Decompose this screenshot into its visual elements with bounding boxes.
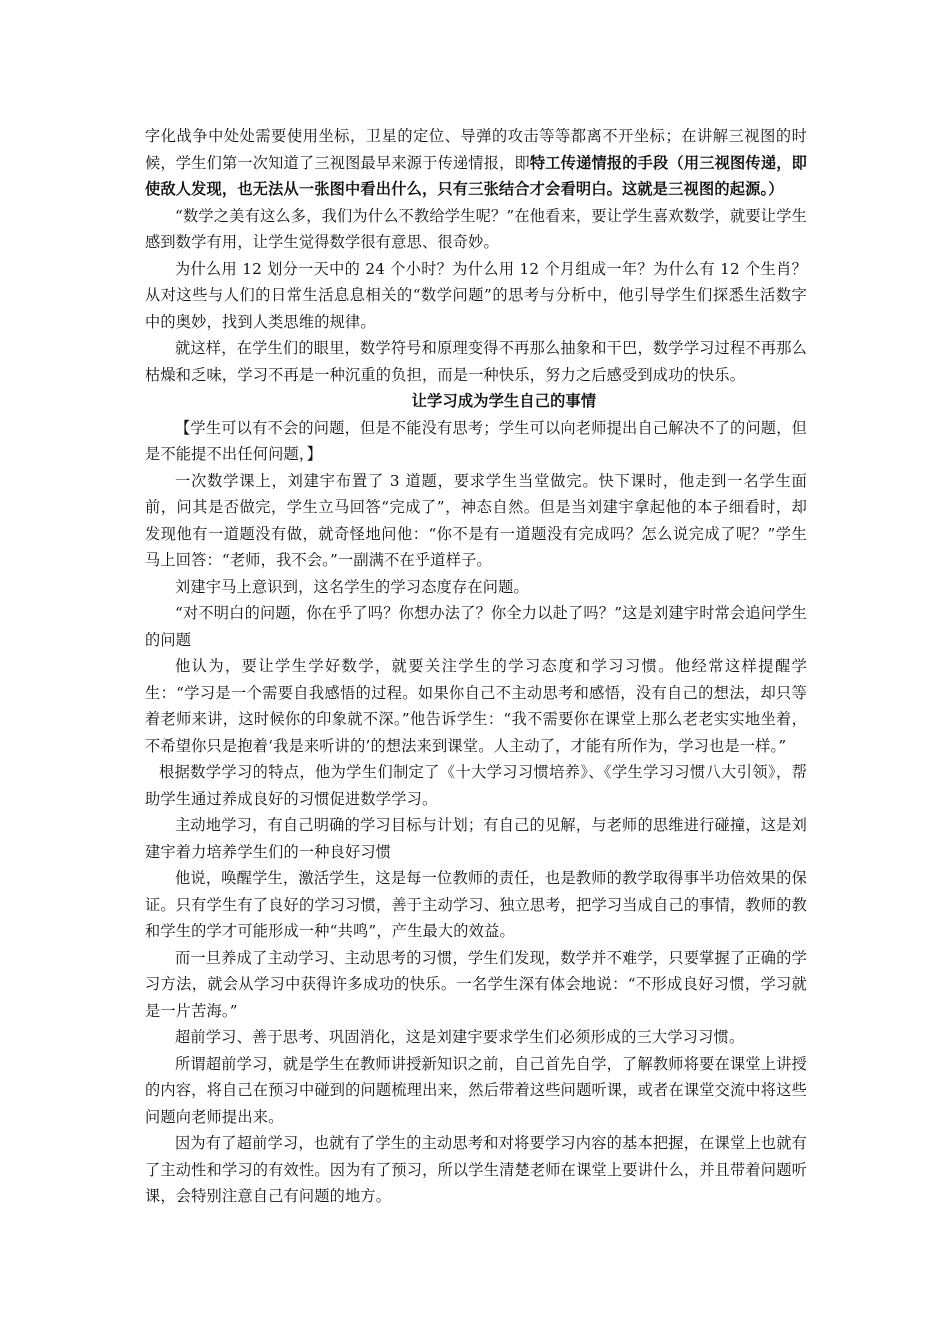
paragraph-1-bold-text: 特工传递情报的手段（用三视图传递，即使敌人发现，也无法从一张图中看出什么，只有三张结合才会看明白。这就是三视图的起源。） <box>145 153 807 198</box>
paragraph-4: 就这样，在学生们的眼里，数学符号和原理变得不再那么抽象和干巴，数学学习过程不再那么枯燥和乏味，学习不再是一种沉重的负担，而是一种快乐，努力之后感受到成功的快乐。 <box>145 339 807 384</box>
document-body <box>145 123 807 1210</box>
paragraph-5: 【学生可以有不会的问题，但是不能没有思考；学生可以向老师提出自己解决不了的问题，但是不能提不出任何问题，】 <box>145 418 807 463</box>
paragraph-3: 为什么用 12 划分一天中的 24 个小时？为什么用 12 个月组成一年？为什么有 12 个生肖？从对这些与人们的日常生活息息相关的“数学问题”的思考与分析中，他引导学生们探悉生活数字中的奥妙，找到人类思维的规律。 <box>145 259 807 331</box>
paragraph-12: 他说，唤醒学生，激活学生，这是每一位教师的责任，也是教师的教学取得事半功倍效果的保证。只有学生有了良好的学习习惯，善于主动学习、独立思考，把学习当成自己的事情，教师的教和学生的学才可能形成一种“共鸣”，产生最大的效益。 <box>145 869 807 940</box>
paragraph-15: 所谓超前学习，就是学生在教师讲授新知识之前，自己首先自学，了解教师将要在课堂上讲授的内容，将自己在预习中碰到的问题梳理出来，然后带着这些问题听课，或者在课堂交流中将这些问题向老师提出来。 <box>145 1054 807 1126</box>
paragraph-1 <box>145 123 807 203</box>
paragraph-6: 一次数学课上，刘建宇布置了 3 道题，要求学生当堂做完。快下课时，他走到一名学生面前，问其是否做完，学生立马回答“完成了”，神态自然。但是当刘建宇拿起他的本子细看时，却发现他有一道题没有做，就奇怪地问他：“你不是有一道题没有完成吗？怎么说完成了呢？”学生马上回答：“老师，我不会。”一副满不在乎道样子。 <box>145 471 807 569</box>
paragraph-2: “数学之美有这么多，我们为什么不教给学生呢？”在他看来，要让学生喜欢数学，就要让学生感到数学有用，让学生觉得数学很有意思、很奇妙。 <box>145 206 807 251</box>
paragraph-14: 超前学习、善于思考、巩固消化，这是刘建宇要求学生们必须形成的三大学习习惯。 <box>175 1028 745 1046</box>
paragraph-11: 主动地学习，有自己明确的学习目标与计划；有自己的见解，与老师的思维进行碰撞，这是刘建宇着力培养学生们的一种良好习惯 <box>145 816 807 861</box>
paragraph-16: 因为有了超前学习，也就有了学生的主动思考和对将要学习内容的基本把握，在课堂上也就有了主动性和学习的有效性。因为有了预习，所以学生清楚老师在课堂上要讲什么，并且带着问题听课，会特别注意自己有问题的地方。 <box>145 1134 807 1205</box>
paragraph-10: 根据数学学习的特点，他为学生们制定了《十大学习习惯培养》、《学生学习习惯八大引领》，帮助学生通过养成良好的习惯促进数学学习。 <box>145 763 807 808</box>
paragraph-13: 而一旦养成了主动学习、主动思考的习惯，学生们发现，数学并不难学，只要掌握了正确的学习方法，就会从学习中获得许多成功的快乐。一名学生深有体会地说：“不形成良好习惯，学习就是一片苦海。” <box>145 948 807 1020</box>
section-heading: 让学习成为学生自己的事情 <box>411 392 597 410</box>
paragraph-9: 他认为，要让学生学好数学，就要关注学生的学习态度和学习习惯。他经常这样提醒学生：“学习是一个需要自我感悟的过程。如果你自己不主动思考和感悟，没有自己的想法，却只等着老师来讲，这时候你的印象就不深。”他告诉学生：“我不需要你在课堂上那么老老实实地坐着，不希望你只是抱着‘我是来听讲的’的想法来到课堂。人主动了，才能有所作为，学习也是一样。” <box>145 657 807 755</box>
paragraph-8: “对不明白的问题，你在乎了吗？你想办法了？你全力以赴了吗？”这是刘建宇时常会追问学生的问题 <box>145 604 807 649</box>
paragraph-1-text: 字化战争中处处需要使用坐标，卫星的定位、导弹的攻击等等都离不开坐标；在讲解三视图的时候，学生们第一次知道了三视图最早来源于传递情报，即 <box>145 127 807 172</box>
paragraph-7: 刘建宇马上意识到，这名学生的学习态度存在问题。 <box>175 577 529 596</box>
